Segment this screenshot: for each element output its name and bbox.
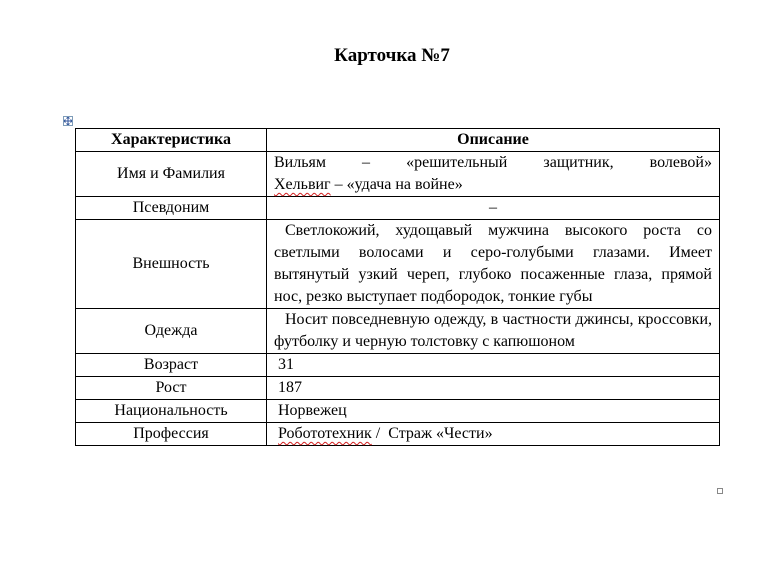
row-label-age: Возраст [76,354,267,377]
profession-rest: / Страж «Чести» [371,425,493,442]
name-line-2-rest: – «удача на войне» [330,176,463,193]
table-resize-handle[interactable] [717,488,723,494]
row-value-alias: – [267,197,720,220]
row-label-nationality: Национальность [76,400,267,423]
row-label-height: Рост [76,377,267,400]
table-move-handle-icon[interactable] [63,116,73,126]
name-line-1: Вильям – «решительный защитник, волевой» [274,154,712,171]
table-row [76,152,720,197]
row-label-name: Имя и Фамилия [76,152,267,197]
table-row [76,197,720,220]
table-row [76,354,720,377]
header-description: Описание [267,129,720,152]
table-row [76,400,720,423]
table-row [76,423,720,446]
page-title: Карточка №7 [334,45,450,66]
table-row [76,220,720,309]
row-value-name [267,152,720,197]
profession-text: Робототехник [278,425,372,442]
row-value-clothing: Носит повседневную одежду, в частности джинсы, кроссовки, футболку и черную толстовку с капюшоном [267,309,720,354]
row-label-alias: Псевдоним [76,197,267,220]
table-row [76,377,720,400]
table-header-row [76,129,720,152]
name-line-2 [274,174,712,196]
row-label-profession: Профессия [76,423,267,446]
header-characteristic: Характеристика [76,129,267,152]
row-label-clothing: Одежда [76,309,267,354]
row-value-profession [267,423,720,446]
table-row [76,309,720,354]
row-value-appearance: Светлокожий, худощавый мужчина высокого роста со светлыми волосами и серо-голубыми глазами. Имеет вытянутый узкий череп, глубоко посаженные глаза, прямой нос, резко выступает подбородок, тонкие губы [267,220,720,309]
row-value-nationality: Норвежец [267,400,720,423]
row-value-height: 187 [267,377,720,400]
surname-text: Хельвиг [274,176,331,193]
row-label-appearance: Внешность [76,220,267,309]
character-card-table [75,128,720,446]
row-value-age: 31 [267,354,720,377]
